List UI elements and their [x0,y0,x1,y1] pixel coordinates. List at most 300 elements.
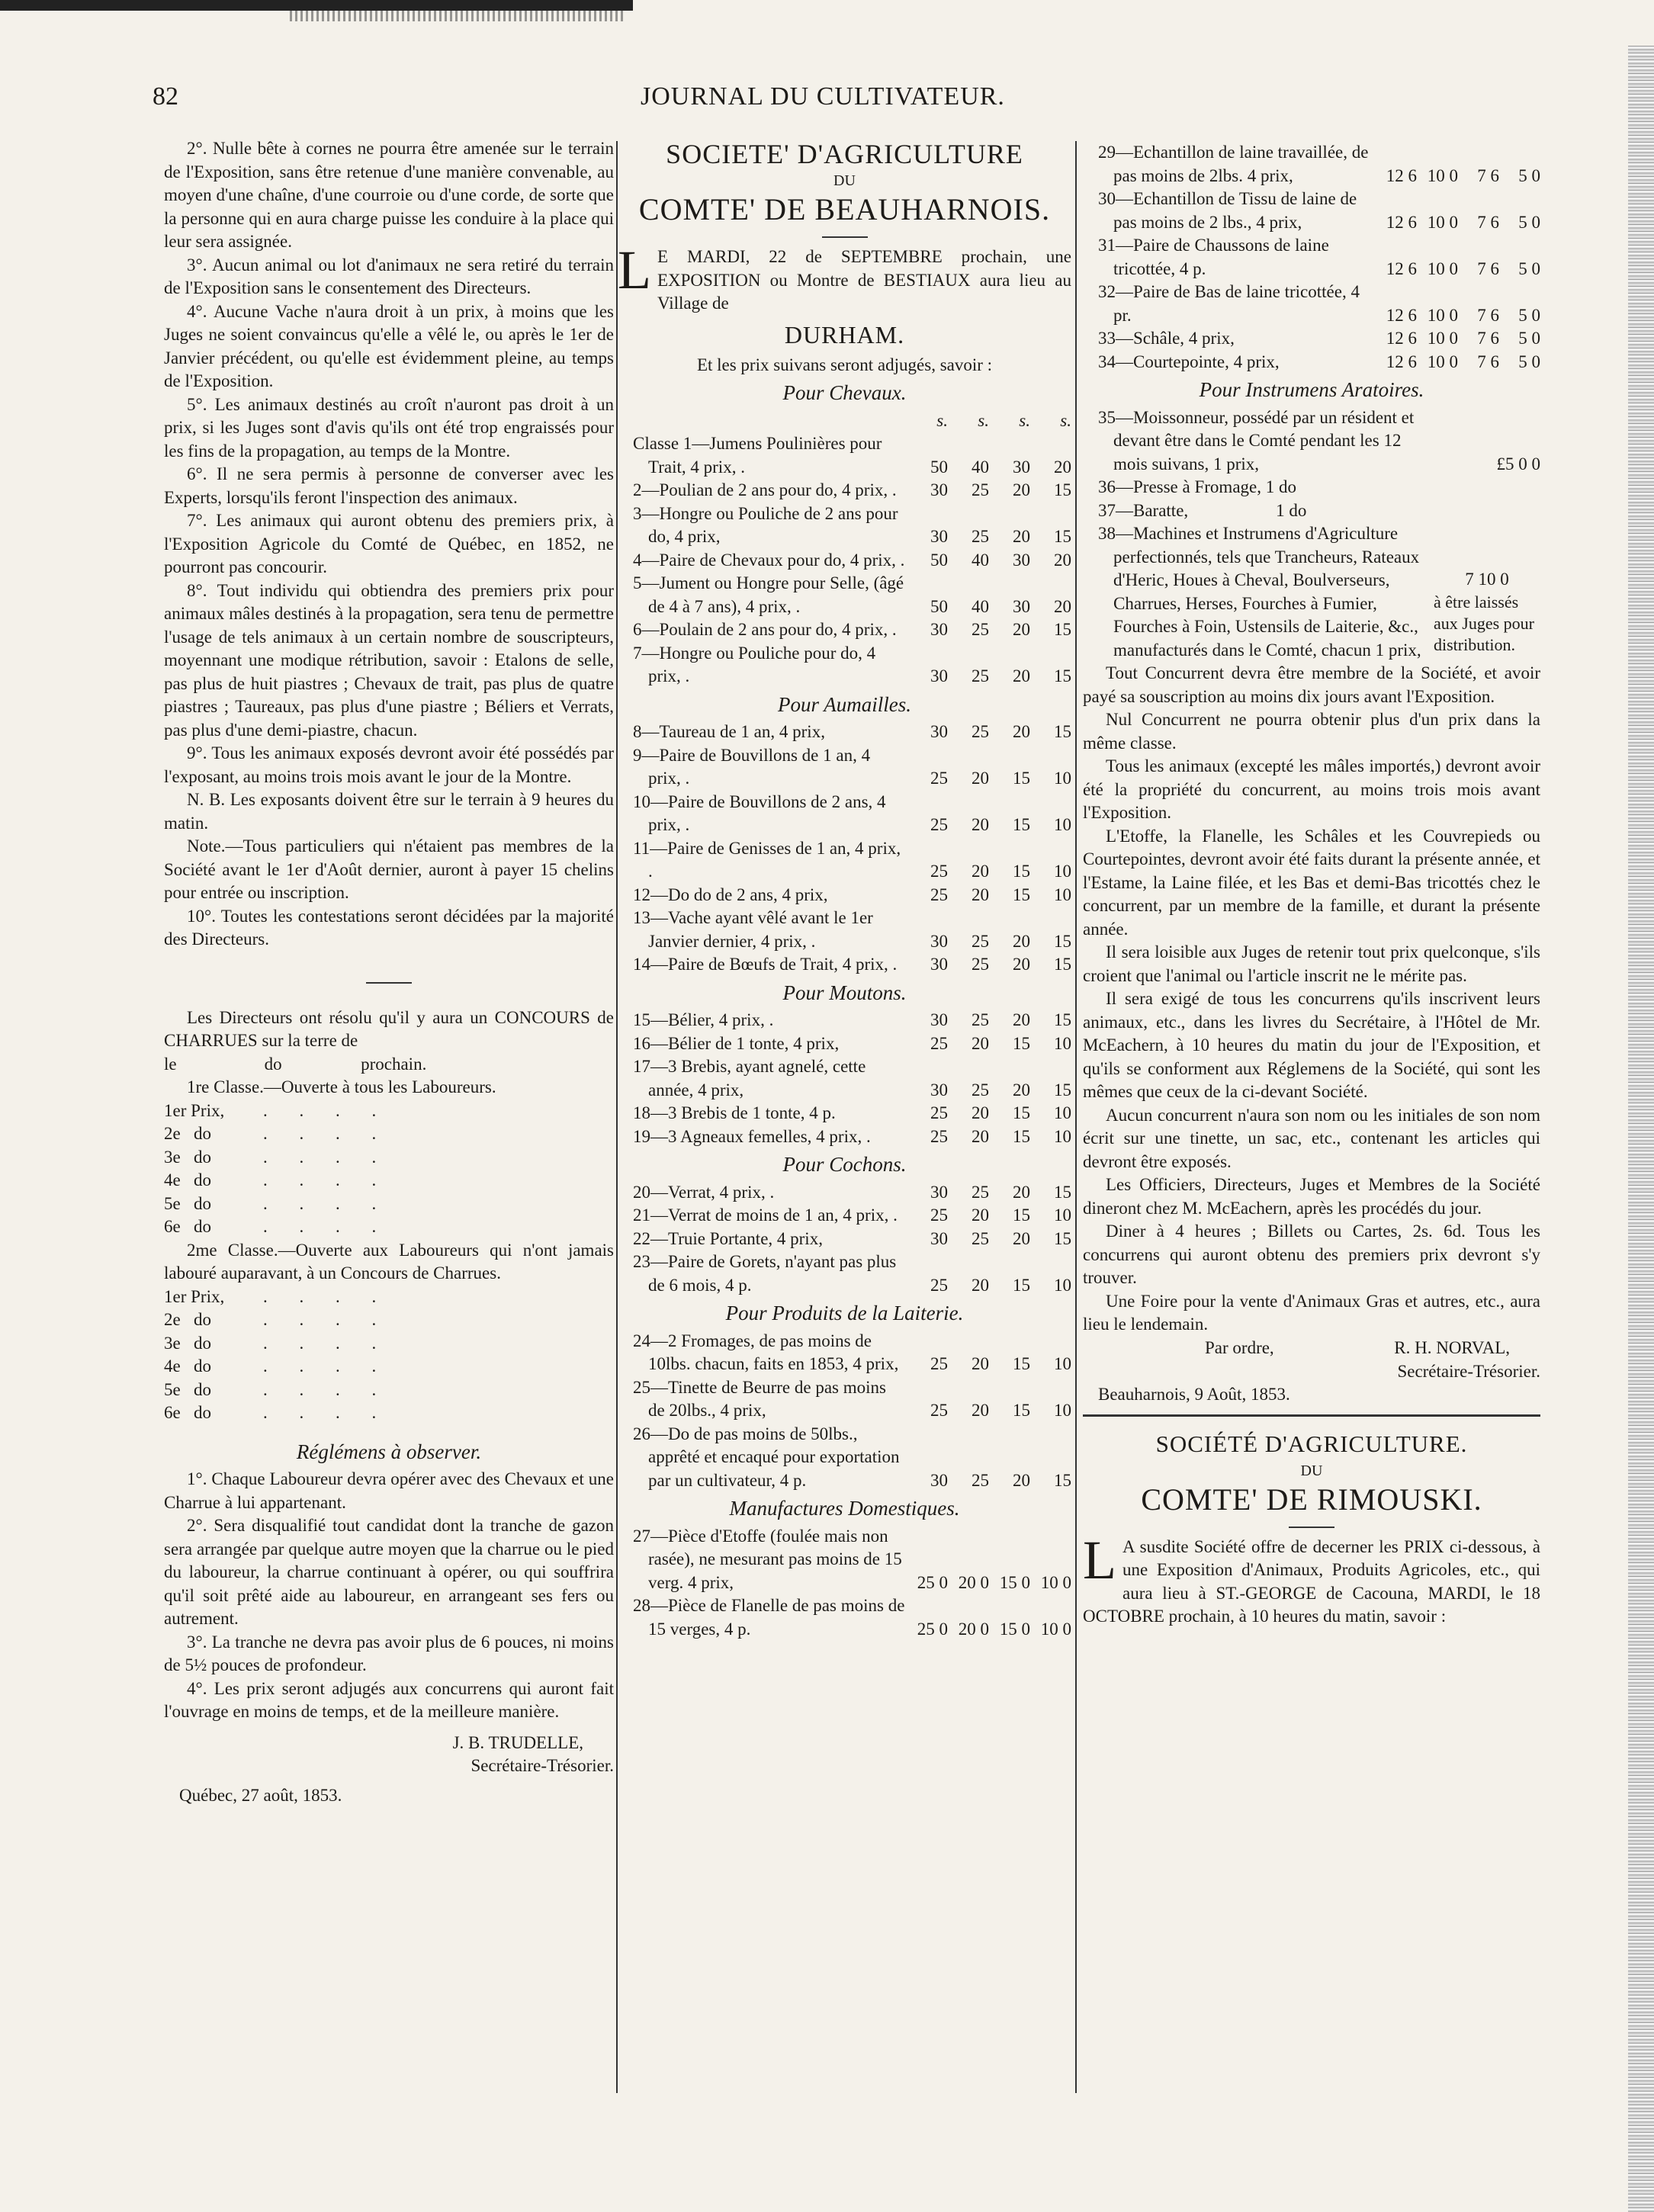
prize-amount: 10 0 [1427,329,1458,348]
prize-amount: 12 6 [1386,165,1417,185]
prize-description: 15—Bélier, 4 prix, . [633,1010,774,1029]
section-title: Manufactures Domestiques. [729,1497,960,1520]
prize-description: 25—Tinette de Beurre de pas moins de 20lbs., 4 prix, [633,1377,886,1420]
prize-amount: 30 [1013,457,1030,477]
prize-row [618,1525,1071,1595]
prize-table [618,1330,1071,1493]
prize-row [618,1055,1071,1102]
exhibition-rules [164,137,614,952]
prize-amount: 5 0 [1518,329,1540,348]
par-ordre: Par ordre, [1205,1337,1274,1357]
rimouski-announcement: A susdite Société offre de decerner les PRIX ci-dessous, à une Exposition d'Animaux, Produits Agricoles, etc., qui aura lieu à ST.-GEORGE de Cacouna, MARDI, le 18 OCTOBRE prochain, à 10 heures du matin, savoir : [1083,1536,1540,1626]
amount-header [618,409,1071,433]
prize-amount: 20 [1013,931,1030,951]
prize-dots: . . . . [263,1217,390,1236]
section-title: Pour Cochons. [782,1153,907,1176]
prize-amount: 20 [1013,620,1030,639]
rule-paragraph: N. B. Les exposants doivent être sur le terrain à 9 heures du matin. [164,790,614,833]
prize-amount: 5 0 [1518,305,1540,325]
prize-label: 2e do [164,1124,211,1143]
prize-amount: 15 0 [999,1572,1030,1592]
prize-amount: 15 [1054,722,1071,741]
prize-description: 12—Do do de 2 ans, 4 prix, [633,884,828,904]
exhibition-announcement: E MARDI, 22 de SEPTEMBRE prochain, une EXPOSITION ou Montre de BESTIAUX aura lieu au Village de [657,247,1071,313]
prize-description: 32—Paire de Bas de laine tricottée, 4 pr. [1098,282,1360,325]
prize-line [164,1122,614,1146]
prize-label: 5e do [164,1193,211,1213]
prize-row [618,953,1071,977]
prize-amount: 25 [930,1354,948,1373]
prize-description: 23—Paire de Gorets, n'ayant pas plus de 6 mois, 4 p. [633,1252,897,1295]
section-title: Pour Chevaux. [782,381,907,404]
plough-concours-intro: Les Directeurs ont résolu qu'il y aura un CONCOURS de CHARRUES sur la terre de [164,1007,614,1050]
prize-row [618,502,1071,549]
prize-amount: 30 [930,722,948,741]
prize-amount: 10 0 [1040,1619,1071,1639]
prize-row [618,1423,1071,1493]
prize-row [618,907,1071,953]
village-name: DURHAM. [784,320,905,348]
prize-line [164,1146,614,1170]
prize-row [618,1102,1071,1125]
prize-row [1083,281,1540,327]
prize-label: 3e do [164,1333,211,1353]
prize-amount: 10 0 [1427,165,1458,185]
prize-amount: 25 [930,884,948,904]
beauharnois-rules [1083,662,1540,1337]
rule-paragraph: 4°. Aucune Vache n'aura droit à un prix, à moins que les Juges ne soient convaincus qu'elle a vêlé le, ou après le 1er de Janvier précédent, ou qu'elle est évidemment pleine, au temps de l'Exposition. [164,301,614,390]
prize-amount: 10 [1054,862,1071,881]
prize-amount: 30 [930,620,948,639]
prize-row [618,791,1071,837]
prize-amount: 7 6 [1477,352,1499,371]
prize-amount: 20 [972,1206,989,1225]
scan-edge-noise [290,11,625,21]
rule-paragraph: Les Officiers, Directeurs, Juges et Membres de la Société dineront chez M. McEachern, après les procédés du jour. [1083,1175,1540,1218]
prize-amount: 7 6 [1477,329,1499,348]
prize-amount: 20 [1013,1010,1030,1029]
prize-row [618,1032,1071,1056]
prize-amount: 20 [1013,527,1030,546]
prize-amount: 7 6 [1477,305,1499,325]
prize-amount: 50 [930,596,948,616]
prize-amount: 15 [1013,1206,1030,1225]
prize-amount: 10 [1054,815,1071,834]
prize-amount: 10 0 [1427,352,1458,371]
column-1 [164,137,614,1807]
prize-amount: 25 [972,666,989,685]
rule-paragraph: 5°. Les animaux destinés au croît n'auront pas droit à un prix, si les Juges sont d'avis qu'ils ont été trop engraissés pour les fins de la propagation, au temps de la Montre. [164,394,614,461]
scan-edge-right [1628,46,1654,2212]
reglement-paragraph: 2°. Sera disqualifié tout candidat dont la tranche de gazon sera arrangée par quelque autre moyen que la charrue ou le pied du laboureur, la charrue continuant à opérer, ou qui souffrira qu'il soit prêté aide au laboureur, en arrangeant ses fers ou autrement. [164,1516,614,1628]
prize-amount: 15 [1054,1228,1071,1248]
prize-table [618,432,1071,689]
prize-row [618,1376,1071,1423]
prize-label: 4e do [164,1356,211,1376]
prize-row [618,1594,1071,1641]
prize-amount: 20 [1013,666,1030,685]
prize-line [164,1401,614,1425]
prize-amount: 25 [972,480,989,499]
prize-sections [618,381,1071,1641]
rule-paragraph: 9°. Tous les animaux exposés devront avoir été possédés par l'exposant, au moins trois mois avant le jour de la Montre. [164,743,614,786]
rule-paragraph: 2°. Nulle bête à cornes ne pourra être amenée sur le terrain de l'Exposition, sans être retenue d'une manière convenable, au moyen d'une chaîne, d'une courroie ou d'une corde, de sorte que la personne qui en aura charge puisse les conduire à la place qui leur sera assignée. [164,139,614,251]
prize-amount: 15 [1054,1080,1071,1100]
prize-amount: 15 [1013,1126,1030,1146]
prize-amount: 12 6 [1386,329,1417,348]
prize-description: 31—Paire de Chaussons de laine tricottée, 4 p. [1098,236,1329,278]
prize-amount: 25 [930,1206,948,1225]
prize-amount: 10 0 [1427,258,1458,278]
prize-amount: 10 [1054,1275,1071,1295]
prize-line [164,1215,614,1239]
rule-paragraph: Note.—Tous particuliers qui n'étaient pas membres de la Société avant le 1er d'Août dernier, auront à payer 15 chelins pour entrée ou inscription. [164,836,614,902]
prize-amount: 25 [972,527,989,546]
rule-paragraph: Il sera loisible aux Juges de retenir tout prix quelconque, s'ils croient que l'animal ou l'article inscrit ne le mérite pas. [1083,942,1540,985]
prize-dots: . . . . [263,1333,390,1353]
prize-amount: 30 [930,1010,948,1029]
prize-amount: 30 [930,480,948,499]
prize-amount: 25 [972,1470,989,1490]
prize-label: 3e do [164,1147,211,1167]
reglement-paragraph: 1°. Chaque Laboureur devra opérer avec des Chevaux et une Charrue à lui appartenant. [164,1469,614,1512]
prize-row [618,572,1071,618]
prize-amount: 20 [972,1275,989,1295]
instrument-38-value: 7 10 0 [1465,570,1509,589]
prize-row [1083,351,1540,374]
prize-amount: 30 [930,1470,948,1490]
prize-amount: 15 [1013,1401,1030,1420]
prize-amount: 20 [972,1103,989,1122]
prize-amount: 7 6 [1477,165,1499,185]
rule-paragraph: 7°. Les animaux qui auront obtenu des premiers prix, à l'Exposition Agricole du Comté de Québec, en 1852, ne pourront pas concourir. [164,511,614,576]
prize-amount: 10 [1054,1354,1071,1373]
prize-description: 30—Echantillon de Tissu de laine de pas moins de 2 lbs., 4 prix, [1098,189,1357,232]
section-title: Pour Moutons. [782,981,907,1004]
prize-description: 9—Paire de Bouvillons de 1 an, 4 prix, . [633,745,871,788]
prize-amount: 15 [1054,955,1071,974]
prize-row [618,549,1071,573]
prize-amount: 25 [930,1275,948,1295]
rule-paragraph: Il sera exigé de tous les concurrens qu'ils inscrivent leurs animaux, etc., dans les livres du Secrétaire, à l'Hôtel de Mr. McEachern, à 10 heures du matin du jour de l'Exposition, et qu'ils se conforment aux Réglemens de la Société, qui sont les mêmes que ceux de la ci-devant Société. [1083,989,1540,1101]
prize-amount: 10 [1054,1033,1071,1053]
prize-description: 21—Verrat de moins de 1 an, 4 prix, . [633,1206,898,1225]
prize-label: 2e do [164,1310,211,1329]
prize-amount: 10 [1054,769,1071,788]
prize-description: 4—Paire de Chevaux pour do, 4 prix, . [633,550,905,570]
prize-table [618,1525,1071,1642]
reglemens-title: Réglémens à observer. [296,1440,482,1463]
prize-description: 10—Paire de Bouvillons de 2 ans, 4 prix, . [633,791,886,834]
rule-paragraph: 10°. Toutes les contestations seront décidées par la majorité des Directeurs. [164,906,614,949]
prize-amount: 20 [972,1354,989,1373]
prize-amount: 40 [972,596,989,616]
prize-amount: 5 0 [1518,165,1540,185]
prize-description: 14—Paire de Bœufs de Trait, 4 prix, . [633,955,898,974]
instrument-38-note: à être laissés aux Juges pour distribution. [1434,592,1534,654]
prize-amount: 25 [972,620,989,639]
prize-row [618,479,1071,502]
prize-row [618,432,1071,479]
prize-row [618,1204,1071,1228]
prize-amount: 25 [930,1126,948,1146]
prize-dots: . . . . [263,1379,390,1399]
rule-paragraph: Une Foire pour la vente d'Animaux Gras et autres, etc., aura lieu le lendemain. [1083,1291,1540,1334]
prize-amount: 20 [972,769,989,788]
instrument-37: 37—Baratte, 1 do [1098,500,1307,520]
prize-amount: 20 0 [958,1572,989,1592]
page-number: 82 [153,82,178,111]
prize-amount: 30 [930,666,948,685]
prize-amount: 10 [1054,884,1071,904]
prize-amount: 50 [930,457,948,477]
prize-row [618,721,1071,744]
prize-dots: . . . . [263,1310,390,1329]
prize-amount: 15 [1013,1033,1030,1053]
instrument-38: 38—Machines et Instrumens d'Agriculture perfectionnés, tels que Trancheurs, Rateaux d'Heric, Houes à Cheval, Boulverseurs, Charrues, Herses, Fourches à Fumier, Fourches à Foin, Ustensils de Laiterie, &c., manufacturés dans le Comté, chacun 1 prix, [1098,524,1421,660]
prize-row [618,618,1071,642]
prize-label: 4e do [164,1170,211,1189]
amount-unit: s. [1019,410,1030,430]
prize-amount: 20 [972,884,989,904]
rule-paragraph: Tout Concurrent devra être membre de la Société, et avoir payé sa souscription au moins dix jours avant l'Exposition. [1083,663,1540,706]
prize-dots: . . . . [263,1100,390,1120]
prize-amount: 15 [1013,815,1030,834]
prize-line [164,1100,614,1123]
prize-amount: 25 0 [917,1619,948,1639]
prize-amount: 25 [930,769,948,788]
class1-title: 1re Classe.—Ouverte à tous les Laboureurs. [187,1077,496,1096]
prize-dots: . . . . [263,1124,390,1143]
prize-amount: 7 6 [1477,258,1499,278]
prize-amount: 20 [1013,1080,1030,1100]
prize-amount: 25 [930,1033,948,1053]
journal-title: JOURNAL DU CULTIVATEUR. [641,82,1005,111]
prize-amount: 15 [1013,1354,1030,1373]
prize-row [1083,188,1540,234]
prize-label: 1er Prix, [164,1286,225,1306]
prize-row [1083,327,1540,351]
amount-unit: s. [978,410,989,430]
rule-paragraph: Aucun concurrent n'aura son nom ou les initiales de son nom écrit sur une tinette, un sac, etc., contenant les articles qui devront être exposés. [1083,1105,1540,1171]
prize-amount: 20 [972,862,989,881]
prize-amount: 20 [972,1126,989,1146]
prize-amount: 10 [1054,1126,1071,1146]
prize-description: 19—3 Agneaux femelles, 4 prix, . [633,1126,871,1146]
prize-amount: 12 6 [1386,258,1417,278]
column-3 [1083,141,1540,1629]
prize-amount: 25 [930,1401,948,1420]
society-heading: SOCIETE' D'AGRICULTURE [666,139,1023,169]
prize-row [618,1250,1071,1297]
prize-label: 1er Prix, [164,1100,225,1120]
signature-date: Québec, 27 août, 1853. [179,1785,342,1805]
prize-amount: 15 [1054,1182,1071,1202]
prize-amount: 10 [1054,1401,1071,1420]
signer-name: J. B. TRUDELLE, [452,1732,583,1752]
drop-cap: L [618,239,651,300]
prize-dots: . . . . [263,1403,390,1422]
class1-prize-list [164,1100,614,1239]
prize-description: 13—Vache ayant vêlé avant le 1er Janvier dernier, 4 prix, . [633,908,873,951]
prize-line [164,1379,614,1402]
prize-amount: 20 [972,815,989,834]
prize-amount: 15 [1013,769,1030,788]
divider [1083,1414,1540,1417]
county-heading: COMTE' DE BEAUHARNOIS. [638,192,1051,226]
prize-amount: 30 [930,1228,948,1248]
prize-amount: 10 [1054,1103,1071,1122]
prize-description: 28—Pièce de Flanelle de pas moins de 15 verges, 4 p. [633,1596,905,1639]
prize-description: 27—Pièce d'Etoffe (foulée mais non rasée), ne mesurant pas moins de 15 verg. 4 prix, [633,1526,902,1592]
instrument-35: 35—Moissonneur, possédé par un résident et devant être dans le Comté pendant les 12 mois suivans, 1 prix, [1098,407,1415,474]
prize-amount: 15 [1013,862,1030,881]
reglement-paragraph: 3°. La tranche ne devra pas avoir plus de 6 pouces, ni moins de 5½ pouces de profondeur. [164,1632,614,1674]
prize-amount: 40 [972,457,989,477]
prize-amount: 15 [1054,480,1071,499]
prize-line [164,1355,614,1379]
prize-line [164,1308,614,1332]
instrument-36: 36—Presse à Fromage, 1 do [1098,477,1296,496]
instrument-35-value: £5 0 0 [1496,454,1540,474]
prize-description: 2—Poulian de 2 ans pour do, 4 prix, . [633,480,897,499]
prize-row [1083,141,1540,188]
rule-paragraph: 3°. Aucun animal ou lot d'animaux ne sera retiré du terrain de l'Exposition sans le consentement des Directeurs. [164,255,614,297]
prize-row [618,1330,1071,1376]
prize-amount: 20 [972,1033,989,1053]
rule-paragraph: Nul Concurrent ne pourra obtenir plus d'un prix dans la même classe. [1083,710,1540,753]
prize-amount: 30 [930,931,948,951]
prize-description: 20—Verrat, 4 prix, . [633,1182,775,1202]
prize-table [618,1009,1071,1148]
prize-amount: 15 [1054,1470,1071,1490]
prize-amount: 5 0 [1518,258,1540,278]
heading-du: DU [833,172,856,189]
prize-amount: 30 [930,955,948,974]
prize-amount: 25 [972,1182,989,1202]
class2-title: 2me Classe.—Ouverte aux Laboureurs qui n'ont jamais labouré auparavant, à un Concours de Charrues. [164,1240,614,1283]
county-heading: COMTE' DE RIMOUSKI. [1141,1482,1482,1517]
prize-description: 22—Truie Portante, 4 prix, [633,1228,823,1248]
prize-description: 24—2 Fromages, de pas moins de 10lbs. chacun, faits en 1853, 4 prix, [633,1331,899,1373]
heading-du: DU [1300,1462,1323,1479]
prize-description: 18—3 Brebis de 1 tonte, 4 p. [633,1103,836,1122]
prize-amount: 15 [1013,1275,1030,1295]
prize-amount: 20 [1013,955,1030,974]
prize-amount: 12 6 [1386,352,1417,371]
prize-dots: . . . . [263,1193,390,1213]
prize-description: 34—Courtepointe, 4 prix, [1098,352,1280,371]
prize-amount: 15 [1054,527,1071,546]
prize-amount: 20 [1054,596,1071,616]
prize-line [164,1193,614,1216]
prize-amount: 25 [972,722,989,741]
prize-label: 5e do [164,1379,211,1399]
prize-amount: 40 [972,550,989,570]
section-title: Pour Produits de la Laiterie. [725,1302,964,1324]
prize-amount: 25 [972,955,989,974]
prize-amount: 50 [930,550,948,570]
prize-description: 16—Bélier de 1 tonte, 4 prix, [633,1033,840,1053]
prize-dots: . . . . [263,1170,390,1189]
signer-name: R. H. NORVAL, [1394,1338,1510,1357]
plough-concours-date: le do prochain. [164,1054,427,1074]
prize-amount: 20 [1013,1182,1030,1202]
prize-amount: 20 [972,1401,989,1420]
prize-amount: 20 [1013,1228,1030,1248]
prize-amount: 30 [930,527,948,546]
prize-amount: 15 [1013,884,1030,904]
prize-amount: 10 [1054,1206,1071,1225]
running-head [153,82,1052,113]
prize-amount: 30 [1013,550,1030,570]
prize-dots: . . . . [263,1147,390,1167]
divider [366,982,412,984]
prize-amount: 25 [930,1103,948,1122]
prize-description: 6—Poulain de 2 ans pour do, 4 prix, . [633,620,897,639]
prize-amount: 15 [1054,1010,1071,1029]
prize-amount: 20 [1054,457,1071,477]
prize-row [618,837,1071,884]
prize-label: 6e do [164,1217,211,1236]
prize-amount: 25 [972,1228,989,1248]
prize-amount: 30 [1013,596,1030,616]
prize-amount: 20 [1013,722,1030,741]
prize-description: 7—Hongre ou Pouliche pour do, 4 prix, . [633,643,876,685]
prize-line [164,1169,614,1193]
divider [1289,1527,1334,1528]
prize-amount: 15 [1054,620,1071,639]
prize-row [618,1181,1071,1205]
prize-amount: 5 0 [1518,212,1540,232]
prize-table [618,1181,1071,1298]
rule-paragraph: 8°. Tout individu qui obtiendra des premiers prix pour animaux mâles destinés à la propagation, sera tenu de permettre l'usage de tels animaux à un certain nombre de souscripteurs, moyennant une modique rétribution, savoir : Etalons de selle, pas plus de huit piastres ; Chevaux de trait, pas plus de quatre piastres ; Taureaux, pas plus d'une piastre ; Béliers et Verrats, pas plus d'une demi-piastre, chacun. [164,580,614,740]
prize-amount: 20 0 [958,1619,989,1639]
prize-label: 6e do [164,1403,211,1422]
prize-row [618,1125,1071,1149]
rule-paragraph: L'Etoffe, la Flanelle, les Schâles et les Couvrepieds ou Courtepointes, devront avoir été faits durant la présente année, et l'Estame, la Laine filée, et les Bas et demi-Bas tricottés chez le concurrent, par un membre de la famille, et durant la présente année. [1083,826,1540,939]
prize-row [618,884,1071,907]
scan-edge-top [0,0,633,11]
prize-row [618,744,1071,791]
prize-amount: 25 [972,1080,989,1100]
prize-description: 33—Schâle, 4 prix, [1098,329,1235,348]
prize-amount: 20 [1054,550,1071,570]
rule-paragraph: Diner à 4 heures ; Billets ou Cartes, 2s. 6d. Tous les concurrens qui auront obtenu des premiers prix devront s'y trouver. [1083,1222,1540,1287]
prize-description: 17—3 Brebis, ayant agnelé, cette année, 4 prix, [633,1057,866,1100]
prize-description: 5—Jument ou Hongre pour Selle, (âgé de 4 à 7 ans), 4 prix, . [633,573,904,616]
prize-description: 29—Echantillon de laine travaillée, de pas moins de 2lbs. 4 prix, [1098,143,1369,185]
signature-date: Beauharnois, 9 Août, 1853. [1098,1385,1290,1404]
prize-amount: 25 [930,862,948,881]
prize-table [618,721,1071,977]
prize-row [1083,234,1540,281]
column-rule-2 [1075,141,1077,2093]
prize-line [164,1332,614,1356]
prize-amount: 15 [1013,1103,1030,1122]
prize-amount: 25 0 [917,1572,948,1592]
drop-cap: L [1083,1529,1116,1591]
header-row [618,409,1071,433]
prize-amount: 10 0 [1427,305,1458,325]
prize-description: 8—Taureau de 1 an, 4 prix, [633,722,825,741]
prize-line [164,1286,614,1309]
rule-paragraph: 6°. Il ne sera permis à personne de converser avec les Experts, lorsqu'ils feront l'inspection des animaux. [164,464,614,507]
prize-amount: 25 [972,1010,989,1029]
prize-description: Classe 1—Jumens Poulinières pour Trait, 4 prix, . [633,434,882,477]
column-2 [618,137,1071,1641]
amount-unit: s. [1060,410,1071,430]
